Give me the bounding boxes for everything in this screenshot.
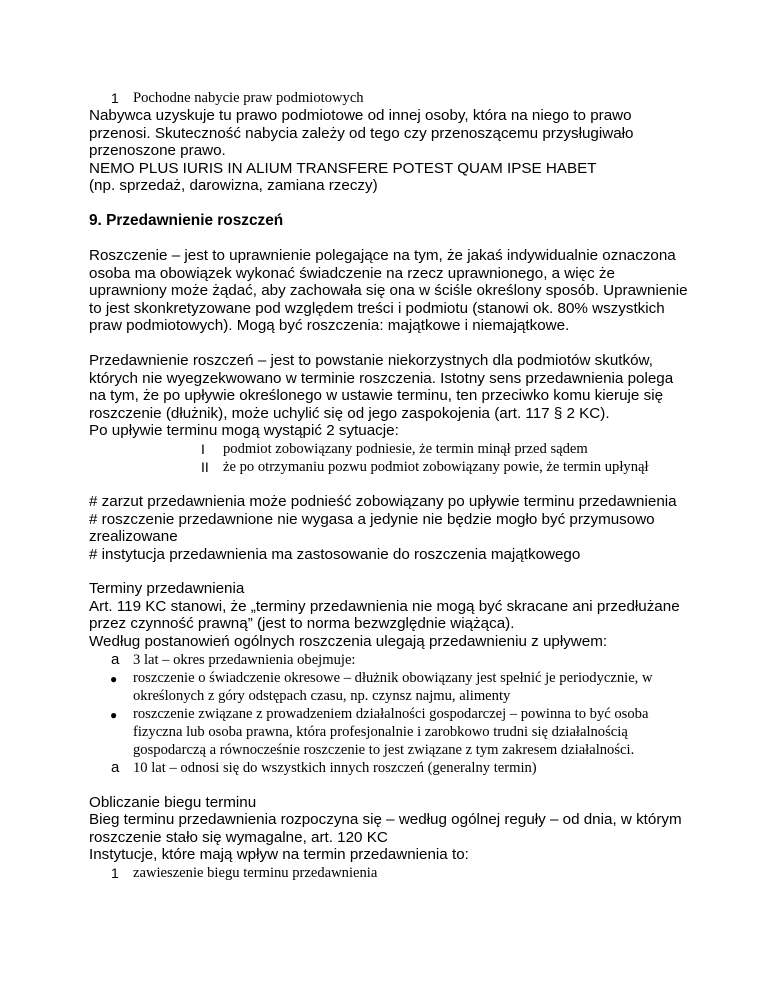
list-item xyxy=(89,864,689,882)
list-item xyxy=(89,759,689,777)
list-item xyxy=(89,440,689,458)
bullet-icon: ● xyxy=(110,707,118,722)
examples-text: (np. sprzedaż, darowizna, zamiana rzeczy) xyxy=(89,177,378,195)
hash-note: # instytucja przedawnienia ma zastosowanie do roszczenia majątkowego xyxy=(89,545,581,563)
list-item-text: zawieszenie biegu terminu przedawnienia xyxy=(133,865,378,882)
list-number: 1 xyxy=(111,865,119,882)
hash-note: # roszczenie przedawnione nie wygasa a jedynie nie będzie mogło być przymusowo zrealizowane xyxy=(89,510,655,546)
list-item xyxy=(89,458,689,476)
list-item-text: 10 lat – odnosi się do wszystkich innych roszczeń (generalny termin) xyxy=(133,759,537,776)
list-item-text: roszczenie związane z prowadzeniem działalności gospodarczej – powinna to być osoba fizyczna lub osoba prawna, która profesjonalnie i zarobkowo trudni się działalnością gospodarczą a równocześnie roszczenie to jest związane z tym zakresem działalności. xyxy=(133,705,649,758)
paragraph-bieg: Bieg terminu przedawnienia rozpoczyna się – według ogólnej reguły – od dnia, w którym roszczenie stało się wymagalne, art. 120 KC xyxy=(89,811,682,846)
roman-number: II xyxy=(201,458,209,475)
list-item xyxy=(89,705,689,759)
paragraph-instytucje: Instytucje, które mają wpływ na termin przedawnienia to: xyxy=(89,846,469,864)
subheading-obliczanie: Obliczanie biegu terminu xyxy=(89,793,257,811)
subheading-terminy: Terminy przedawnienia xyxy=(89,580,245,598)
list-item-text: podmiot zobowiązany podniesie, że termin minął przed sądem xyxy=(223,440,588,457)
paragraph-roszczenie: Roszczenie – jest to uprawnienie polegające na tym, że jakaś indywidualnie oznaczona osoba ma obowiązek wykonać świadczenie na rzecz uprawnionego, a więc że uprawniony może żądać, aby zachowała się ona w ściśle określony sposób. Uprawnienie to jest skonkretyzowane pod względem treści i podmiotu (stanowi ok. 80% wszystkich praw podmiotowych). Mogą być roszczenia: majątkowe i niemajątkowe. xyxy=(89,246,688,335)
list-number: 1 xyxy=(111,90,119,106)
roman-number: I xyxy=(201,440,205,457)
list-item-text: 3 lat – okres przedawnienia obejmuje: xyxy=(133,651,356,668)
section-heading: 9. Przedawnienie roszczeń xyxy=(89,211,284,229)
paragraph-art119: Art. 119 KC stanowi, że „terminy przedawnienia nie mogą być skracane ani przedłużane przez czynność prawną” (jest to norma bezwzględnie wiążąca). xyxy=(89,597,680,633)
list-letter: a xyxy=(111,758,120,776)
list-item-text: Pochodne nabycie praw podmiotowych xyxy=(133,90,364,106)
list-item xyxy=(89,669,689,705)
paragraph-nabywca: Nabywca uzyskuje tu prawo podmiotowe od innej osoby, która na niego to prawo przenosi. Skuteczność nabycia zależy od tego czy przenoszącemu przysługiwało przenoszone prawo. xyxy=(89,107,634,160)
paragraph-postanowienia: Według postanowień ogólnych roszczenia ulegają przedawnieniu z upływem: xyxy=(89,633,608,651)
list-item-text: że po otrzymaniu pozwu podmiot zobowiązany powie, że termin upłynął xyxy=(223,458,649,475)
paragraph-sytuacje: Po upływie terminu mogą wystąpić 2 sytuacje: xyxy=(89,422,399,440)
paragraph-przedawnienie: Przedawnienie roszczeń – jest to powstanie niekorzystnych dla podmiotów skutków, których nie wyegzekwowano w terminie roszczenia. Istotny sens przedawnienia polega na tym, że po upływie określonego w ustawie terminu, ten przeciwko komu kieruje się roszczenie (dłużnik), może uchylić się od jego zaspokojenia (art. 117 § 2 KC). xyxy=(89,351,674,422)
list-letter: a xyxy=(111,650,120,668)
list-item xyxy=(89,89,689,107)
bullet-icon: ● xyxy=(110,671,118,686)
document-content xyxy=(89,89,689,882)
hash-note: # zarzut przedawnienia może podnieść zobowiązany po upływie terminu przedawnienia xyxy=(89,492,677,510)
list-item-text: roszczenie o świadczenie okresowe – dłużnik obowiązany jest spełnić je periodycznie, w określonych z góry odstępach czasu, np. czynsz najmu, alimenty xyxy=(133,669,653,704)
latin-maxim: NEMO PLUS IURIS IN ALIUM TRANSFERE POTEST QUAM IPSE HABET xyxy=(89,159,597,177)
list-item xyxy=(89,651,689,669)
